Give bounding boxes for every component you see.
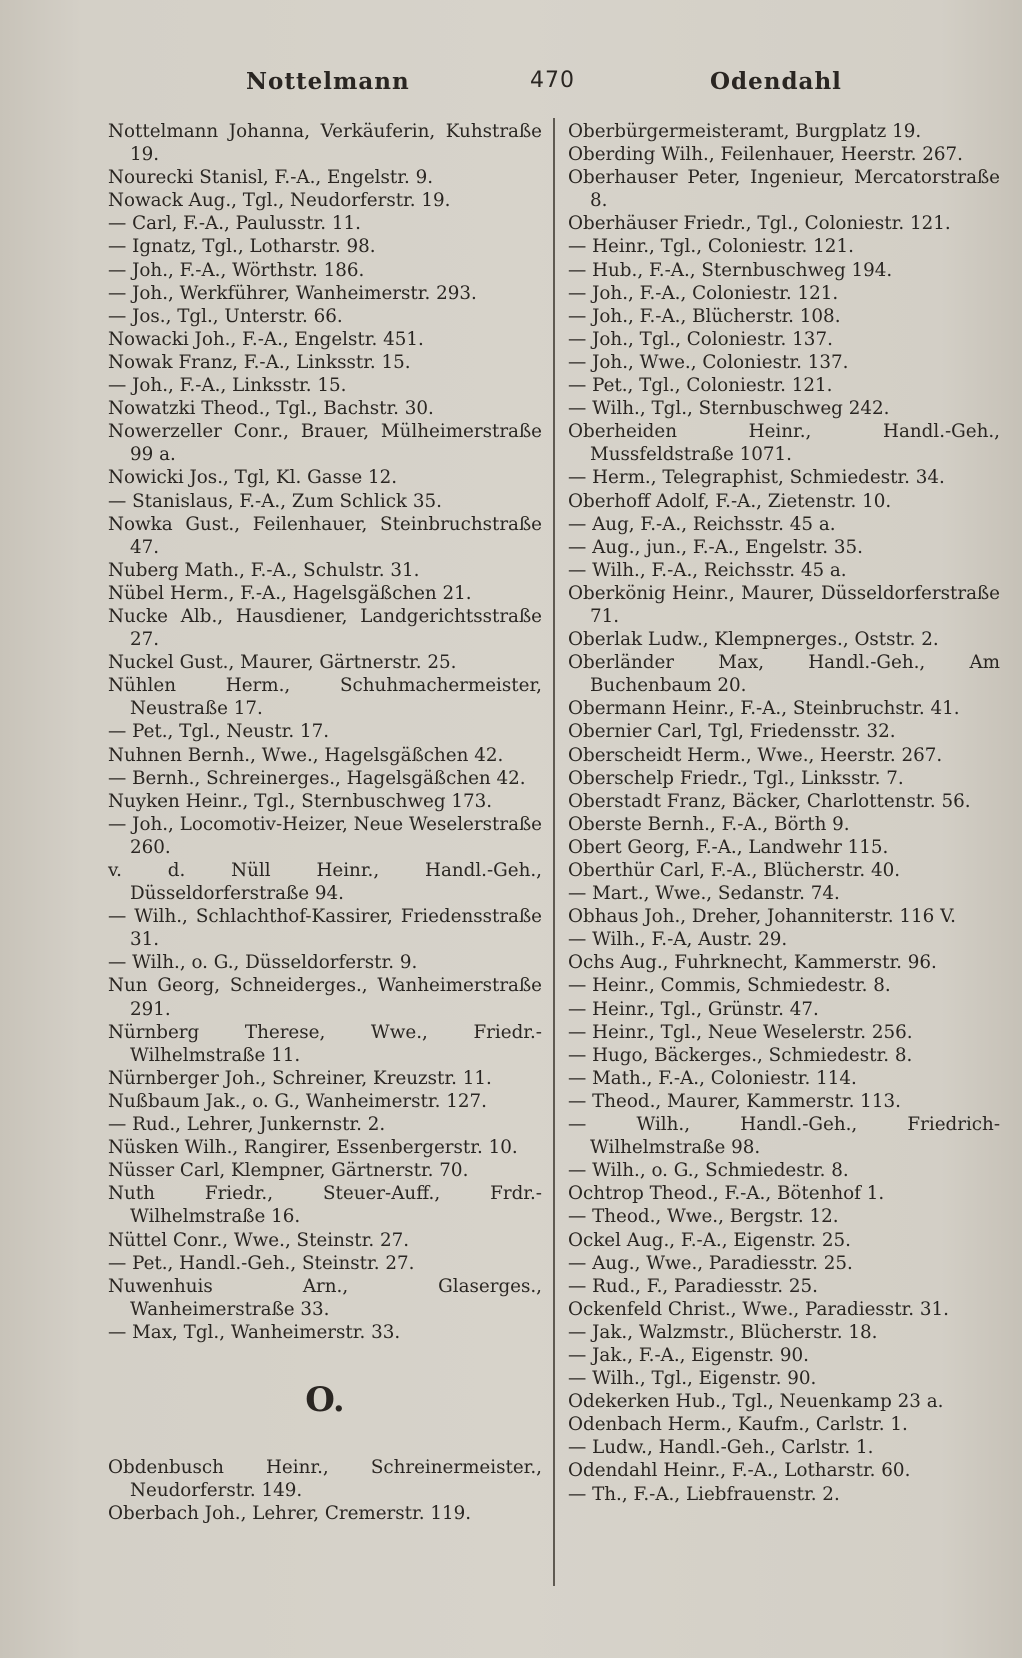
right-column-entry: — Aug, F.-A., Reichsstr. 45 a.	[568, 513, 836, 535]
right-column-entry: Oberheiden Heinr., Handl.-Geh., Mussfeldstraße 1071.	[568, 421, 1000, 466]
left-column-entry: Obdenbusch Heinr., Schreinermeister., Neudorferstr. 149.	[108, 1456, 542, 1502]
left-column	[108, 120, 542, 1525]
left-column-entry: — Bernh., Schreinerges., Hagelsgäßchen 42.	[108, 767, 526, 789]
right-column-entry: Oberste Bernh., F.-A., Börth 9.	[568, 813, 850, 835]
left-column-entry: — Stanislaus, F.-A., Zum Schlick 35.	[108, 490, 442, 512]
left-column-entry: Nühlen Herm., Schuhmachermeister, Neustraße 17.	[108, 675, 542, 720]
right-column-entry: — Heinr., Tgl., Coloniestr. 121.	[568, 236, 854, 258]
left-column-entry: Nuwenhuis Arn., Glaserges., Wanheimerstraße 33.	[108, 1275, 542, 1320]
right-column-entry: — Herm., Telegraphist, Schmiedestr. 34.	[568, 467, 945, 489]
left-column-entry: Nottelmann Johanna, Verkäuferin, Kuhstraße 19.	[108, 121, 542, 166]
left-column-entry: Nüsser Carl, Klempner, Gärtnerstr. 70.	[108, 1160, 469, 1182]
left-column-entry: Nucke Alb., Hausdiener, Landgerichtsstraße 27.	[108, 605, 542, 651]
right-column-entry: — Wilh., Handl.-Geh., Friedrich-Wilhelmstraße 98.	[568, 1114, 1000, 1159]
page-number: 470	[530, 68, 575, 93]
left-column-entry: Oberbach Joh., Lehrer, Cremerstr. 119.	[108, 1503, 472, 1525]
right-column-entry: — Wilh., F.-A., Reichsstr. 45 a.	[568, 559, 847, 581]
left-column-entry: — Joh., Werkführer, Wanheimerstr. 293.	[108, 282, 477, 304]
left-column-entry: — Ignatz, Tgl., Lotharstr. 98.	[108, 236, 376, 258]
right-column-entry: — Wilh., o. G., Schmiedestr. 8.	[568, 1160, 849, 1182]
right-column-entry: Odendahl Heinr., F.-A., Lotharstr. 60.	[568, 1460, 911, 1482]
right-column	[568, 120, 1000, 1506]
left-column-entry: Nürnberg Therese, Wwe., Friedr.-Wilhelmstraße 11.	[108, 1021, 542, 1066]
right-column-entry: Obhaus Joh., Dreher, Johanniterstr. 116 V.	[568, 906, 956, 928]
left-column-entry: — Wilh., o. G., Düsseldorferstr. 9.	[108, 952, 418, 974]
left-column-entry: Nüttel Conr., Wwe., Steinstr. 27.	[108, 1229, 410, 1251]
page-header	[0, 68, 1022, 108]
right-column-entry: Obernier Carl, Tgl, Friedensstr. 32.	[568, 721, 896, 743]
left-column-entry: — Max, Tgl., Wanheimerstr. 33.	[108, 1321, 401, 1343]
right-column-entry: — Rud., F., Paradiesstr. 25.	[568, 1275, 818, 1297]
right-column-entry: — Mart., Wwe., Sedanstr. 74.	[568, 883, 840, 905]
header-left-keyword: Nottelmann	[246, 68, 410, 95]
right-column-entry: — Joh., F.-A., Coloniestr. 121.	[568, 282, 839, 304]
right-column-entry: — Joh., F.-A., Blücherstr. 108.	[568, 305, 841, 327]
left-column-entry: Nowak Franz, F.-A., Linksstr. 15.	[108, 351, 411, 373]
right-column-entry: — Hub., F.-A., Sternbuschweg 194.	[568, 259, 893, 281]
right-column-entry: Oberbürgermeisteramt, Burgplatz 19.	[568, 121, 922, 142]
left-column-entry: — Pet., Handl.-Geh., Steinstr. 27.	[108, 1252, 415, 1274]
right-column-entry: — Jak., Walzmstr., Blücherstr. 18.	[568, 1321, 878, 1343]
right-column-entry: Obert Georg, F.-A., Landwehr 115.	[568, 836, 889, 858]
left-column-entry: Nübel Herm., F.-A., Hagelsgäßchen 21.	[108, 582, 472, 604]
left-column-entry: Nowicki Jos., Tgl, Kl. Gasse 12.	[108, 467, 398, 489]
right-column-entry: Oberkönig Heinr., Maurer, Düsseldorferstraße 71.	[568, 582, 1000, 627]
left-column-entry: Nüsken Wilh., Rangirer, Essenbergerstr. 10.	[108, 1137, 518, 1159]
right-column-entry: — Heinr., Tgl., Grünstr. 47.	[568, 998, 819, 1020]
right-column-entry: Oberhoff Adolf, F.-A., Zietenstr. 10.	[568, 490, 892, 512]
right-column-entry: Odekerken Hub., Tgl., Neuenkamp 23 a.	[568, 1391, 944, 1413]
right-column-entry: — Theod., Wwe., Bergstr. 12.	[568, 1206, 839, 1228]
right-column-entry: Oberhäuser Friedr., Tgl., Coloniestr. 121.	[568, 213, 951, 235]
right-column-entry: — Hugo, Bäckerges., Schmiedestr. 8.	[568, 1044, 913, 1066]
left-column-entry: — Pet., Tgl., Neustr. 17.	[108, 721, 330, 743]
right-column-entry: — Wilh., Tgl., Eigenstr. 90.	[568, 1368, 817, 1390]
right-column-entry: — Ludw., Handl.-Geh., Carlstr. 1.	[568, 1437, 874, 1459]
left-column-entry: Nuth Friedr., Steuer-Auff., Frdr.-Wilhelmstraße 16.	[108, 1183, 542, 1228]
right-column-entry: — Heinr., Tgl., Neue Weselerstr. 256.	[568, 1021, 913, 1043]
header-right-keyword: Odendahl	[710, 68, 842, 95]
right-column-entry: Oberschelp Friedr., Tgl., Linksstr. 7.	[568, 767, 904, 789]
right-column-entry: Odenbach Herm., Kaufm., Carlstr. 1.	[568, 1414, 908, 1436]
right-column-entry: — Joh., Tgl., Coloniestr. 137.	[568, 328, 833, 350]
right-column-entry: — Math., F.-A., Coloniestr. 114.	[568, 1067, 857, 1089]
left-column-entry: Nuckel Gust., Maurer, Gärtnerstr. 25.	[108, 652, 457, 674]
left-column-entry: — Rud., Lehrer, Junkernstr. 2.	[108, 1114, 386, 1136]
right-column-entry: Obermann Heinr., F.-A., Steinbruchstr. 41.	[568, 698, 960, 720]
left-column-entry: Nußbaum Jak., o. G., Wanheimerstr. 127.	[108, 1090, 487, 1112]
right-column-entry: Ockenfeld Christ., Wwe., Paradiesstr. 31.	[568, 1298, 949, 1320]
left-column-entry: — Joh., F.-A., Linksstr. 15.	[108, 375, 347, 397]
right-column-entry: — Aug., jun., F.-A., Engelstr. 35.	[568, 536, 863, 558]
left-column-entry: — Wilh., Schlachthof-Kassirer, Friedensstraße 31.	[108, 906, 542, 951]
right-column-entry: — Theod., Maurer, Kammerstr. 113.	[568, 1090, 901, 1112]
left-column-entry: Nuberg Math., F.-A., Schulstr. 31.	[108, 559, 420, 581]
left-column-entry: Nuhnen Bernh., Wwe., Hagelsgäßchen 42.	[108, 744, 504, 766]
right-column-entry: Oberstadt Franz, Bäcker, Charlottenstr. 56.	[568, 790, 971, 812]
left-column-entry: Nowka Gust., Feilenhauer, Steinbruchstraße 47.	[108, 513, 542, 558]
left-column-entry: v. d. Nüll Heinr., Handl.-Geh., Düsseldorferstraße 94.	[108, 860, 542, 905]
left-column-entry: — Joh., F.-A., Wörthstr. 186.	[108, 259, 365, 281]
left-column-entry: — Jos., Tgl., Unterstr. 66.	[108, 305, 343, 327]
right-column-entry: Oberhauser Peter, Ingenieur, Mercatorstraße 8.	[568, 167, 1000, 212]
left-column-entry: Nourecki Stanisl, F.-A., Engelstr. 9.	[108, 167, 434, 189]
section-letter-heading: O.	[305, 1379, 345, 1420]
right-column-entry: — Th., F.-A., Liebfrauenstr. 2.	[568, 1483, 840, 1505]
column-divider	[553, 118, 555, 1586]
right-column-entry: Ochs Aug., Fuhrknecht, Kammerstr. 96.	[568, 952, 937, 974]
left-column-entry: Nowatzki Theod., Tgl., Bachstr. 30.	[108, 398, 434, 420]
right-column-entry: — Wilh., F.-A, Austr. 29.	[568, 929, 788, 951]
left-column-entry: Nowerzeller Conr., Brauer, Mülheimerstraße 99 a.	[108, 421, 542, 466]
right-column-entry: — Aug., Wwe., Paradiesstr. 25.	[568, 1252, 853, 1274]
right-column-entry: Oberding Wilh., Feilenhauer, Heerstr. 267.	[568, 144, 963, 166]
right-column-entry: — Jak., F.-A., Eigenstr. 90.	[568, 1344, 809, 1366]
right-column-entry: Oberthür Carl, F.-A., Blücherstr. 40.	[568, 860, 901, 881]
right-column-entry: Ochtrop Theod., F.-A., Bötenhof 1.	[568, 1183, 885, 1205]
right-column-entry: Oberscheidt Herm., Wwe., Heerstr. 267.	[568, 744, 943, 766]
left-column-entry: — Joh., Locomotiv-Heizer, Neue Weselerstraße 260.	[108, 813, 542, 858]
right-column-entry: Oberländer Max, Handl.-Geh., Am Buchenbaum 20.	[568, 652, 1000, 697]
right-column-entry: — Wilh., Tgl., Sternbuschweg 242.	[568, 398, 890, 420]
right-column-entry: Oberlak Ludw., Klempnerges., Oststr. 2.	[568, 629, 939, 651]
right-column-entry: — Pet., Tgl., Coloniestr. 121.	[568, 375, 833, 397]
left-column-entry: — Carl, F.-A., Paulusstr. 11.	[108, 213, 361, 235]
left-column-entry: Nowack Aug., Tgl., Neudorferstr. 19.	[108, 190, 451, 212]
left-column-entry: Nowacki Joh., F.-A., Engelstr. 451.	[108, 328, 424, 350]
right-column-entry: — Heinr., Commis, Schmiedestr. 8.	[568, 975, 891, 997]
left-column-entry: Nuyken Heinr., Tgl., Sternbuschweg 173.	[108, 790, 493, 812]
left-column-entry: Nun Georg, Schneiderges., Wanheimerstraße 291.	[108, 975, 542, 1020]
right-column-entry: Ockel Aug., F.-A., Eigenstr. 25.	[568, 1229, 851, 1251]
left-column-entry: Nürnberger Joh., Schreiner, Kreuzstr. 11.	[108, 1067, 492, 1089]
right-column-entry: — Joh., Wwe., Coloniestr. 137.	[568, 351, 849, 373]
